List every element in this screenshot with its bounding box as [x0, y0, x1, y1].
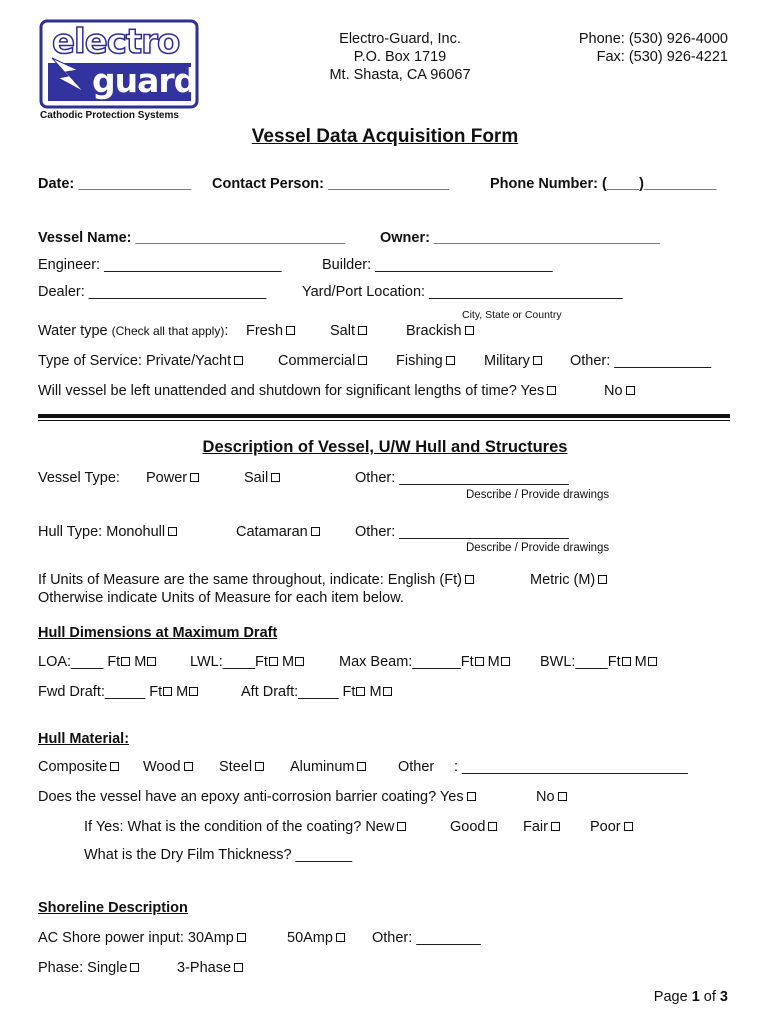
material-aluminum-checkbox[interactable] [357, 762, 366, 771]
phase-single-checkbox[interactable] [130, 963, 139, 972]
company-po-box: P.O. Box 1719 [353, 49, 447, 65]
loa-ft-checkbox[interactable] [121, 657, 130, 666]
coating-fair-checkbox[interactable] [551, 822, 560, 831]
units-english-checkbox[interactable] [465, 575, 474, 584]
section-divider-thin [38, 420, 730, 421]
units-note: Otherwise indicate Units of Measure for each item below. [38, 590, 404, 606]
loa-field[interactable]: LOA:____ Ft M [38, 654, 156, 670]
coating-new-checkbox[interactable] [397, 822, 406, 831]
company-logo [38, 18, 200, 110]
aft-ft-checkbox[interactable] [356, 687, 365, 696]
water-brackish-option: Brackish [406, 323, 474, 339]
unattended-yes-checkbox[interactable] [547, 386, 556, 395]
material-steel-option: Steel [219, 759, 264, 775]
coating-new-option: If Yes: What is the condition of the coating? New [84, 819, 406, 835]
company-address [300, 30, 500, 84]
coating-no-option: No [536, 789, 567, 805]
service-private-option: Type of Service: Private/Yacht [38, 353, 243, 369]
fwd-ft-checkbox[interactable] [163, 687, 172, 696]
aft-m-checkbox[interactable] [383, 687, 392, 696]
company-fax: Fax: (530) 926-4221 [596, 49, 728, 65]
form-title: Vessel Data Acquisition Form [251, 126, 519, 147]
logo-text-guard: guard [92, 61, 197, 100]
material-wood-checkbox[interactable] [184, 762, 193, 771]
unattended-no-option: No [604, 383, 635, 399]
water-type-label: Water type [38, 323, 108, 339]
vessel-name-field[interactable]: Vessel Name: __________________________ [38, 230, 346, 246]
vessel-type-other-field[interactable]: Other: _____________________ [355, 470, 569, 486]
water-type-note: (Check all that apply) [111, 324, 225, 338]
hull-type-other-field[interactable]: Other: _____________________ [355, 524, 569, 540]
hull-type-note: Describe / Provide drawings [466, 542, 610, 554]
owner-field[interactable]: Owner: ____________________________ [380, 230, 660, 246]
material-other-field[interactable]: : ____________________________ [454, 759, 688, 775]
section-divider-thick [38, 414, 730, 418]
water-fresh-checkbox[interactable] [286, 326, 295, 335]
coating-good-checkbox[interactable] [488, 822, 497, 831]
water-type-row [38, 323, 228, 339]
vessel-type-label: Vessel Type: [38, 470, 120, 486]
dry-film-thickness-field[interactable]: What is the Dry Film Thickness? _______ [84, 847, 353, 863]
company-phone: Phone: (530) 926-4000 [578, 31, 728, 47]
phase-single-option: Phase: Single [38, 960, 139, 976]
water-salt-option: Salt [330, 323, 367, 339]
vessel-type-sail-checkbox[interactable] [271, 473, 280, 482]
max-beam-field[interactable]: Max Beam:______Ft M [339, 654, 510, 670]
unattended-no-checkbox[interactable] [626, 386, 635, 395]
hull-type-monohull-option: Hull Type: Monohull [38, 524, 177, 540]
water-salt-checkbox[interactable] [358, 326, 367, 335]
shoreline-title: Shoreline Description [38, 900, 188, 916]
material-composite-option: Composite [38, 759, 119, 775]
bwl-m-checkbox[interactable] [648, 657, 657, 666]
phone-number-field[interactable]: Phone Number: (____)_________ [490, 176, 717, 192]
hull-type-monohull-checkbox[interactable] [168, 527, 177, 536]
shore-other-field[interactable]: Other: ________ [372, 930, 481, 946]
coating-poor-option: Poor [590, 819, 633, 835]
beam-m-checkbox[interactable] [501, 657, 510, 666]
vessel-type-power-checkbox[interactable] [190, 473, 199, 482]
water-type-colon: : [224, 323, 229, 339]
coating-good-option: Good [450, 819, 497, 835]
fwd-draft-field[interactable]: Fwd Draft:_____ Ft M [38, 684, 198, 700]
phase-three-option: 3-Phase [177, 960, 243, 976]
service-commercial-checkbox[interactable] [358, 356, 367, 365]
service-fishing-option: Fishing [396, 353, 455, 369]
section-title: Description of Vessel, U/W Hull and Structures [202, 438, 568, 456]
bwl-field[interactable]: BWL:____Ft M [540, 654, 657, 670]
date-field[interactable]: Date: ______________ [38, 176, 192, 192]
logo-tagline: Cathodic Protection Systems [40, 110, 179, 121]
engineer-field[interactable]: Engineer: ______________________ [38, 257, 282, 273]
service-fishing-checkbox[interactable] [446, 356, 455, 365]
vessel-type-note: Describe / Provide drawings [466, 489, 610, 501]
hull-type-catamaran-option: Catamaran [236, 524, 320, 540]
beam-ft-checkbox[interactable] [475, 657, 484, 666]
material-wood-option: Wood [143, 759, 193, 775]
lwl-ft-checkbox[interactable] [269, 657, 278, 666]
material-composite-checkbox[interactable] [110, 762, 119, 771]
service-private-checkbox[interactable] [234, 356, 243, 365]
shore-50amp-option: 50Amp [287, 930, 345, 946]
service-commercial-option: Commercial [278, 353, 367, 369]
company-city: Mt. Shasta, CA 96067 [329, 67, 471, 83]
bwl-ft-checkbox[interactable] [622, 657, 631, 666]
page-number: Page 1 of 3 [653, 989, 728, 1005]
material-aluminum-option: Aluminum [290, 759, 366, 775]
hull-material-title: Hull Material: [38, 731, 130, 747]
shore-30amp-option: AC Shore power input: 30Amp [38, 930, 246, 946]
coating-no-checkbox[interactable] [558, 792, 567, 801]
yard-location-note: City, State or Country [462, 309, 562, 321]
hull-dimensions-title: Hull Dimensions at Maximum Draft [38, 625, 278, 641]
coating-poor-checkbox[interactable] [624, 822, 633, 831]
service-other-field[interactable]: Other: ____________ [570, 353, 712, 369]
dealer-field[interactable]: Dealer: ______________________ [38, 284, 267, 300]
coating-fair-option: Fair [523, 819, 560, 835]
company-name: Electro-Guard, Inc. [339, 31, 461, 47]
material-steel-checkbox[interactable] [255, 762, 264, 771]
units-english-option: If Units of Measure are the same throughout, indicate: English (Ft) [38, 572, 474, 588]
shore-50amp-checkbox[interactable] [336, 933, 345, 942]
vessel-type-sail-option: Sail [244, 470, 280, 486]
water-fresh-option: Fresh [246, 323, 295, 339]
water-brackish-checkbox[interactable] [465, 326, 474, 335]
company-contact [579, 30, 728, 66]
service-military-option: Military [484, 353, 542, 369]
logo-text-electro: electro [52, 22, 180, 62]
units-metric-checkbox[interactable] [598, 575, 607, 584]
shore-30amp-checkbox[interactable] [237, 933, 246, 942]
loa-m-checkbox[interactable] [147, 657, 156, 666]
material-other-label: Other [398, 759, 435, 775]
vessel-type-power-option: Power [146, 470, 199, 486]
lwl-m-checkbox[interactable] [295, 657, 304, 666]
units-metric-option: Metric (M) [530, 572, 607, 588]
yard-location-field[interactable]: Yard/Port Location: ________________________ [302, 284, 623, 300]
coating-yes-option: Does the vessel have an epoxy anti-corrosion barrier coating? Yes [38, 789, 476, 805]
coating-yes-checkbox[interactable] [467, 792, 476, 801]
contact-person-field[interactable]: Contact Person: _______________ [212, 176, 449, 192]
hull-type-catamaran-checkbox[interactable] [311, 527, 320, 536]
fwd-m-checkbox[interactable] [189, 687, 198, 696]
lwl-field[interactable]: LWL:____Ft M [190, 654, 304, 670]
phase-three-checkbox[interactable] [234, 963, 243, 972]
aft-draft-field[interactable]: Aft Draft:_____ Ft M [241, 684, 392, 700]
service-military-checkbox[interactable] [533, 356, 542, 365]
builder-field[interactable]: Builder: ______________________ [322, 257, 553, 273]
unattended-yes-option: Will vessel be left unattended and shutdown for significant lengths of time? Yes [38, 383, 556, 399]
